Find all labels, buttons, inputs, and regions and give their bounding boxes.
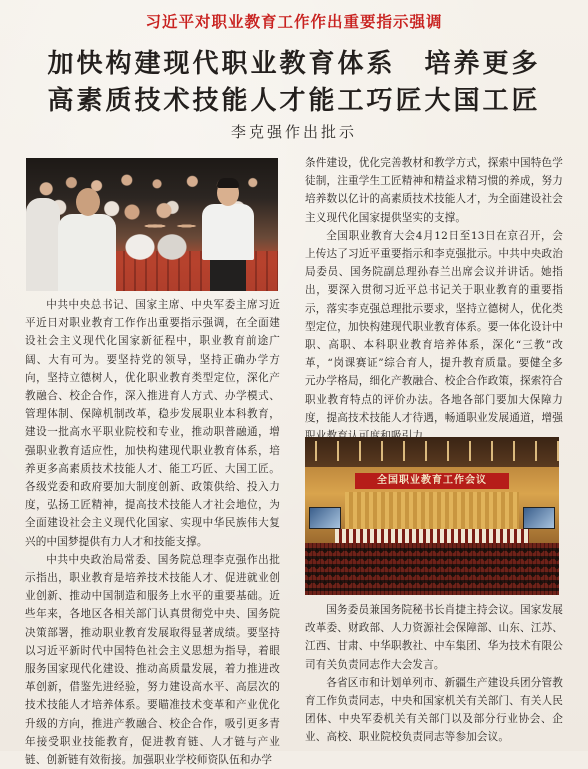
photo-leader-greeting-crowd	[26, 158, 278, 291]
conference-banner: 全国职业教育工作会议	[355, 473, 509, 489]
ceiling-lights	[305, 441, 559, 461]
person-left	[56, 188, 118, 291]
main-headline-line-1: 加快构建现代职业教育体系 培养更多	[47, 49, 541, 79]
article-right-column-top	[305, 154, 563, 445]
rostrum-row	[335, 529, 529, 543]
stage-curtain	[345, 492, 519, 530]
photo-conference-hall	[305, 437, 559, 595]
article-right-column-bottom	[305, 601, 563, 747]
article-paragraph: 国务委员兼国务院秘书长肖捷主持会议。国家发展改革委、财政部、人力资源社会保障部、山东、江苏、江西、甘肃、中华职教社、中车集团、华为技术有限公司有关负责同志作大会发言。	[305, 604, 563, 671]
byline: 李克强作出批示	[230, 123, 357, 141]
kicker-headline: 习近平对职业教育工作作出重要指示强调	[145, 12, 443, 31]
audience	[305, 547, 559, 587]
person-main	[198, 180, 256, 291]
side-screen-left	[309, 507, 341, 529]
article-paragraph: 中共中央政治局常委、国务院总理李克强作出批示指出，职业教育是培养技术技能人才、促进就业创业创新、推动中国制造和服务上水平的重要基础。近些年来，各地区各相关部门认真贯彻党中央、国务院决策部署，推动职业教育发展取得显著成绩。要坚持以习近平新时代中国特色社会主义思想为指导，着眼服务国家现代化建设、推动高质量发展，着力推进改革创新，借鉴先进经验，努力建设高水平、高层次的技术技能人才培养体系。要瞄准技术变革和产业优化升级的方向，推进产教融合、校企合作，吸引更多青年接受职业技能教育，促进教育链、人才链与产业链、创新链有效衔接。加强职业学校师资队伍和办学	[25, 553, 280, 767]
article-paragraph: 条件建设，优化完善教材和教学方式，探索中国特色学徒制，注重学生工匠精神和精益求精习惯的养成，努力培养数以亿计的高素质技术技能人才，为全面建设社会主义现代化国家提供坚实的支撑。	[305, 157, 563, 224]
article-paragraph: 全国职业教育大会4月12日至13日在京召开，会上传达了习近平重要指示和李克强批示。中共中央政治局委员、国务院副总理孙春兰出席会议并讲话。她指出，要深入贯彻习近平总书记关于职业教育的重要指示，落实李克强总理批示要求，坚持立德树人，优化类型定位，加快构建现代职业教育体系。要一体化设计中职、高职、本科职业教育培养体系，深化“三教”改革，“岗课赛证”综合育人，提升教育质量。要健全多元办学格局，细化产教融合、校企合作政策，探索符合职业教育特点的评价办法。各地各部门要加大保障力度，提高技术技能人才待遇，畅通职业发展通道，增强	[305, 229, 563, 424]
person-far-left	[26, 198, 60, 291]
main-headline-line-2: 高素质技术技能人才能工巧匠大国工匠	[47, 86, 541, 116]
side-screen-right	[523, 507, 555, 529]
article-paragraph: 中共中央总书记、国家主席、中央军委主席习近平近日对职业教育工作作出重要指示强调，在全面建设社会主义现代化国家新征程中，职业教育前途广阔、大有可为。要坚持党的领导，坚持正确办学方向，坚持立德树人，优化职业教育类型定位，深化产教融合、校企合作，深入推进育人方式、办学模式、管理体制、保障机制改革，稳步发展职业本科教育，建设一批高水平职业院校和专业，推动职普融通，增强职业教育适应性，加快构建现代职业教育体系，培养更多高素质技术技能人才、能工巧匠、大国工匠。各级党委和政府要加大制度创新、政策供给、投入力度，弘扬工匠精神，提高技术技能人才社会地位，为全面建设社会主义现代化国家、实现中华民族伟大复兴的中国梦提供有力人才和技能支撑。	[25, 299, 280, 548]
article-paragraph: 各省区市和计划单列市、新疆生产建设兵团分管教育工作负责同志，中央和国家机关有关部门、有关人民团体、中央军委机关有关部门以及部分行业协会、企业、高校、职业院校负责同志等参加会议。	[305, 676, 563, 744]
article-left-column	[25, 296, 280, 769]
handshake	[134, 218, 204, 234]
